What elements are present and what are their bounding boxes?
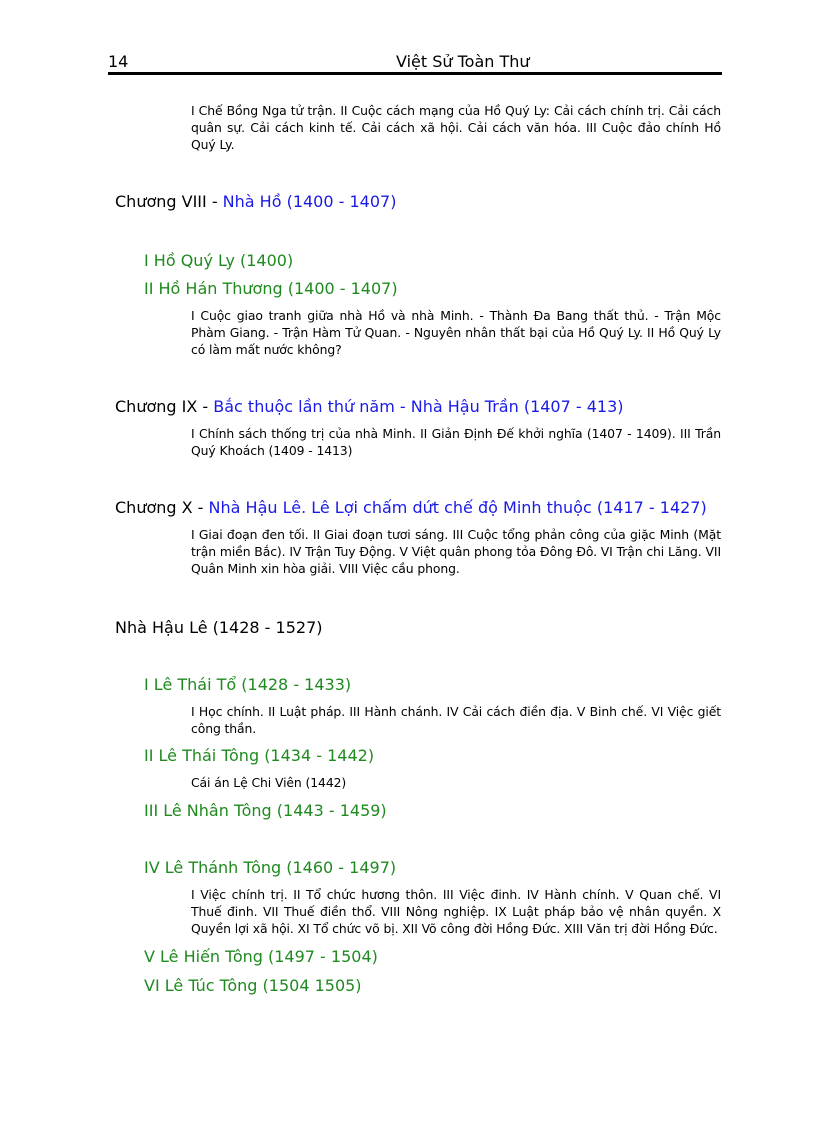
header-rule xyxy=(108,72,722,75)
paragraph-le-thai-tong: Cái án Lệ Chi Viên (1442) xyxy=(191,775,347,790)
paragraph-ho-quy-ly-reforms: I Chế Bồng Nga tử trận. II Cuộc cách mạng của Hồ Quý Ly: Cải cách chính trị. Cải cách quân sự. Cải cách kinh tế. Cải cách xã hội. Cải cách văn hóa. III Cuộc đảo chính Hồ Quý Ly. xyxy=(191,103,721,152)
section-le-thanh-tong[interactable]: IV Lê Thánh Tông (1460 - 1497) xyxy=(144,858,397,877)
paragraph-le-thai-to: I Học chính. II Luật pháp. III Hành chánh. IV Cải cách điền địa. V Binh chế. VI Việc giết công thần. xyxy=(191,704,721,736)
section-le-thai-tong[interactable]: II Lê Thái Tông (1434 - 1442) xyxy=(144,746,375,765)
section-ho-quy-ly[interactable]: I Hồ Quý Ly (1400) xyxy=(144,251,294,270)
page-number: 14 xyxy=(108,52,129,71)
chapter-8-prefix: Chương VIII - xyxy=(115,192,223,211)
chapter-10-prefix: Chương X - xyxy=(115,498,209,517)
chapter-10-title: Nhà Hậu Lê. Lê Lợi chấm dứt chế độ Minh thuộc (1417 - 1427) xyxy=(208,498,707,517)
chapter-9-heading[interactable] xyxy=(115,397,624,416)
paragraph-le-thanh-tong: I Việc chính trị. II Tổ chức hương thôn. III Việc đinh. IV Hành chính. V Quan chế. VI Thuế đinh. VII Thuế điền thổ. VIII Nông nghiệp. IX Luật pháp bảo vệ nhân quyền. X Quyền lợi xã hội. XI Tổ chức võ bị. XII Võ công đời Hồng Đức. XIII Văn trị đời Hồng Đức. xyxy=(191,887,721,936)
paragraph-chapter-9: I Chính sách thống trị của nhà Minh. II Giản Định Đế khởi nghĩa (1407 - 1409). III Trần Quý Khoách (1409 - 1413) xyxy=(191,426,721,458)
paragraph-ho-han-thuong: I Cuộc giao tranh giữa nhà Hồ và nhà Minh. - Thành Đa Bang thất thủ. - Trận Mộc Phàm Giang. - Trận Hàm Tử Quan. - Nguyên nhân thất bại của Hồ Quý Ly. II Hồ Quý Ly có làm mất nước không? xyxy=(191,308,721,357)
chapter-8-title: Nhà Hồ (1400 - 1407) xyxy=(222,192,397,211)
section-ho-han-thuong[interactable]: II Hồ Hán Thương (1400 - 1407) xyxy=(144,279,398,298)
chapter-9-title: Bắc thuộc lần thứ năm - Nhà Hậu Trần (1407 - 413) xyxy=(213,397,624,416)
section-le-hien-tong[interactable]: V Lê Hiến Tông (1497 - 1504) xyxy=(144,947,378,966)
section-le-thai-to[interactable]: I Lê Thái Tổ (1428 - 1433) xyxy=(144,675,352,694)
chapter-9-prefix: Chương IX - xyxy=(115,397,214,416)
chapter-8-heading[interactable] xyxy=(115,192,396,211)
section-le-nhan-tong[interactable]: III Lê Nhân Tông (1443 - 1459) xyxy=(144,801,387,820)
paragraph-chapter-10: I Giai đoạn đen tối. II Giai đoạn tươi sáng. III Cuộc tổng phản công của giặc Minh (Mặt trận miền Bắc). IV Trận Tuy Động. V Việt quân phong tỏa Đông Đô. VI Trận chi Lăng. VII Quân Minh xin hòa giải. VIII Việc cầu phong. xyxy=(191,527,721,576)
book-title: Việt Sử Toàn Thư xyxy=(396,52,530,71)
chapter-10-heading[interactable] xyxy=(115,498,707,517)
page-header xyxy=(108,52,722,74)
section-le-tuc-tong[interactable]: VI Lê Túc Tông (1504 1505) xyxy=(144,976,362,995)
part-hau-le-heading[interactable]: Nhà Hậu Lê (1428 - 1527) xyxy=(115,618,323,637)
